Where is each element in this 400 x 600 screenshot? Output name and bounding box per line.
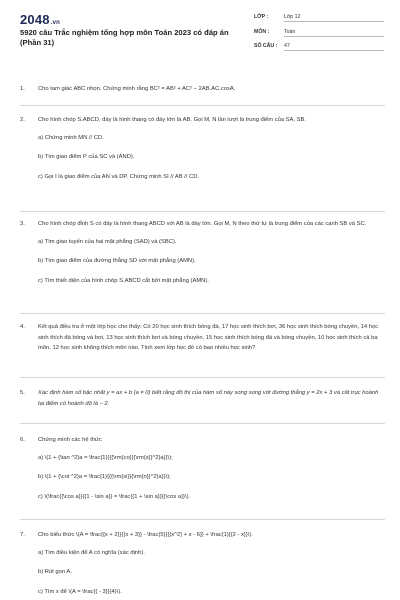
question-7	[20, 530, 385, 597]
meta-count-label: SỐ CÂU :	[254, 43, 278, 49]
question-6	[20, 435, 385, 502]
question-number: 2.	[20, 117, 25, 123]
question-2	[20, 115, 385, 182]
question-number: 4.	[20, 324, 25, 330]
question-part: c) Tìm x để \(A = \frac{{ - 3}}{4}\).	[38, 588, 122, 595]
question-5	[20, 388, 385, 409]
question-number: 1.	[20, 86, 25, 92]
question-number: 6.	[20, 437, 25, 443]
meta-subject-label: MÔN :	[254, 29, 270, 35]
question-part: c) Tìm thiết diện của hình chóp S.ABCD cắt bởi mặt phẳng (AMN).	[38, 277, 209, 284]
meta-subject-underline	[284, 36, 384, 37]
question-part: a) \(1 + {\tan ^2}a = \frac{1}{{{\rm{co}}{\rm{s}}^2}a}}\);	[38, 454, 173, 461]
question-divider	[20, 211, 385, 212]
question-4	[20, 322, 385, 354]
question-text: Cho hình chóp đỉnh S có đáy là hình thang ABCD với AB là đáy lớn. Gọi M, N theo thứ tự là trung điểm của các cạnh SB và SC.	[38, 221, 367, 227]
question-part: c) Gọi I là giao điểm của AN và DP. Chứng minh SI // AB // CD.	[38, 173, 200, 180]
question-divider	[20, 377, 385, 378]
question-part: a) Tìm điều kiện để A có nghĩa (xác định).	[38, 549, 145, 556]
logo-number: 2048	[20, 12, 50, 27]
logo-suffix: .vn	[50, 20, 61, 26]
question-part: b) Tìm giao điểm của đường thẳng SD với mặt phẳng (AMN).	[38, 258, 196, 264]
question-divider	[20, 519, 385, 520]
question-text: Xác định hàm số bậc nhất y = ax + b (a ≠ 0) biết rằng đồ thị của hàm số này song song với đường thẳng y = 2x + 3 và cắt trục hoành tại điểm có hoành độ là − 2.	[38, 390, 379, 407]
meta-class-value: Lớp 12	[284, 14, 301, 20]
question-part: b) Rút gọn A.	[38, 569, 72, 575]
question-number: 3.	[20, 221, 25, 227]
question-divider	[20, 423, 385, 424]
question-number: 5.	[20, 390, 25, 396]
document-header	[0, 0, 400, 66]
meta-count-value: 47	[284, 43, 290, 49]
meta-class-underline	[284, 21, 384, 22]
question-text: Cho tam giác ABC nhọn. Chứng minh rằng BC² = AB² + AC² − 2AB.AC.cosA.	[38, 86, 236, 92]
question-divider	[20, 313, 385, 314]
question-3	[20, 219, 385, 286]
question-part: a) Tìm giao tuyến của hai mặt phẳng (SAD) và (SBC).	[38, 238, 177, 245]
question-part: b) \(1 + {\cot ^2}a = \frac{1}{{{\rm{si}}{\rm{n}}^2}a}}\);	[38, 474, 171, 480]
question-part: c) \(\frac{{\cos a}}{{1 - \sin a}} = \frac{{1 + \sin a}}{{\cos a}}\).	[38, 493, 191, 500]
question-part: b) Tìm giao điểm P của SC và (AND).	[38, 154, 135, 160]
question-text: Chứng minh các hệ thức	[38, 437, 102, 443]
meta-count-underline	[284, 50, 384, 51]
question-number: 7.	[20, 532, 25, 538]
question-divider	[20, 105, 385, 106]
meta-class-label: LỚP :	[254, 14, 269, 20]
question-text: Kết quả điều tra ở một lớp học cho thấy: Có 20 học sinh thích bóng đá, 17 học sinh thích bơi, 36 học sinh thích bóng chuyền, 14 học sinh thích đá bóng và bơi, 13 học sinh thích bơi và bóng chuyền, 15 học sinh thích bóng đá và bóng chuyền, 10 học sinh thích cả ba môn, 12 học sinh không thích môn nào. Tính xem lớp học đó có bao nhiêu học sinh?	[38, 324, 379, 351]
question-1	[20, 84, 385, 95]
meta-subject-value: Toán	[284, 29, 296, 35]
document-title: 5920 câu Trắc nghiệm tổng hợp môn Toán 2023 có đáp án (Phần 31)	[20, 28, 229, 47]
site-logo[interactable]	[20, 12, 60, 27]
question-text: Cho biểu thức \(A = \frac{{x + 2}}{{x + 3}} - \frac{5}{{{x^2} + x - 6}} + \frac{1}{{2 - x}}\).	[38, 532, 253, 538]
question-text: Cho hình chóp S.ABCD, đáy là hình thang có đáy lớn là AB. Gọi M, N lần lượt là trung điểm của SA, SB.	[38, 117, 306, 123]
question-part: a) Chứng minh MN // CD.	[38, 134, 104, 141]
